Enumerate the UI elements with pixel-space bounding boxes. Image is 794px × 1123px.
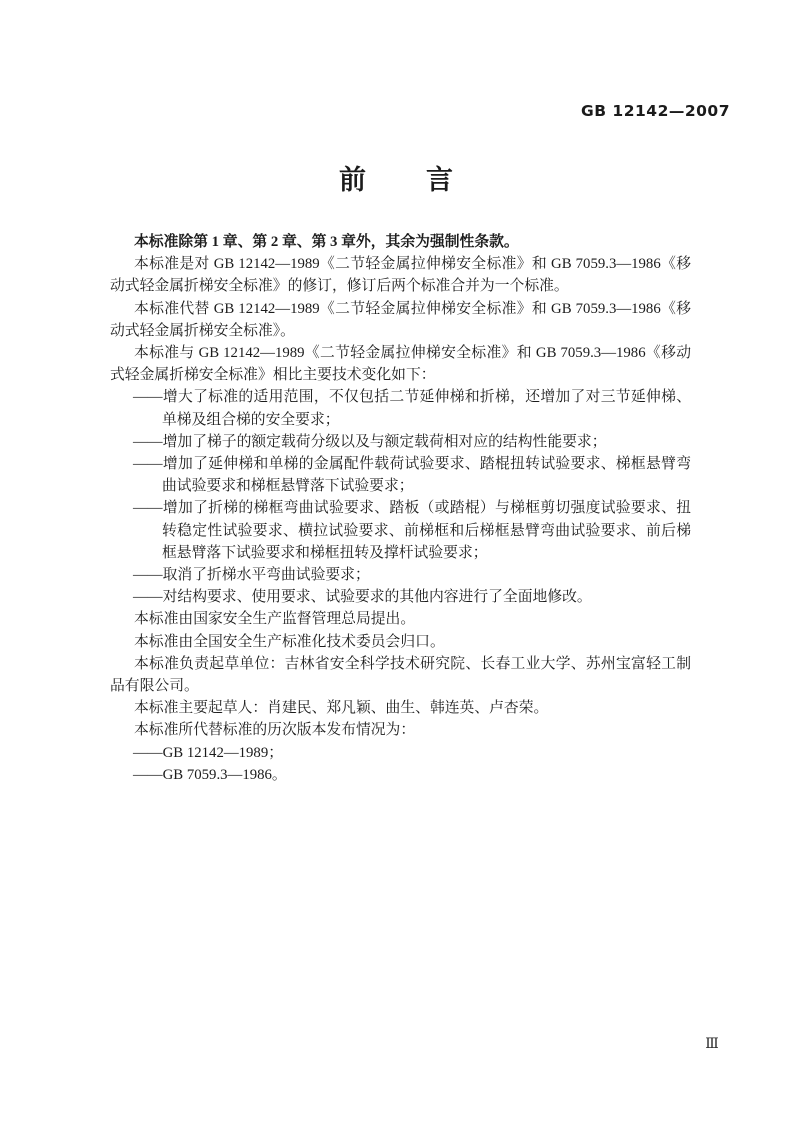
- foreword-body: [110, 231, 691, 786]
- history-item: ——GB 12142—1989；: [133, 744, 284, 761]
- compulsory-clause-note: 本标准除第 1 章、第 2 章、第 3 章外，其余为强制性条款。: [134, 234, 519, 250]
- standard-code: GB 12142—2007: [581, 102, 730, 120]
- main-drafters-note: 本标准主要起草人：肖建民、郑凡颖、曲生、韩连英、卢杏荣。: [134, 700, 549, 717]
- page-title: 前 言: [339, 165, 455, 195]
- change-item: ——对结构要求、使用要求、试验要求的其他内容进行了全面地修改。: [133, 589, 592, 606]
- change-item: ——增加了梯子的额定载荷分级以及与额定载荷相对应的结构性能要求；: [133, 433, 607, 450]
- centralized-by-note: 本标准由全国安全生产标准化技术委员会归口。: [134, 633, 445, 650]
- change-item: ——增加了折梯的梯框弯曲试验要求、踏板（或踏棍）与梯框剪切强度试验要求、扭转稳定性试验要求、横拉试验要求、前梯框和后梯框悬臂弯曲试验要求、前后梯框悬臂落下试验要求和梯框扭转及撑杆试验要求；: [133, 500, 691, 561]
- revision-note: 本标准是对 GB 12142—1989《二节轻金属拉伸梯安全标准》和 GB 7059.3—1986《移动式轻金属折梯安全标准》的修订，修订后两个标准合并为一个标准。: [110, 256, 691, 295]
- changes-intro: 本标准与 GB 12142—1989《二节轻金属拉伸梯安全标准》和 GB 7059.3—1986《移动式轻金属折梯安全标准》相比主要技术变化如下：: [110, 345, 691, 384]
- page-number: Ⅲ: [705, 1037, 719, 1052]
- replacement-note: 本标准代替 GB 12142—1989《二节轻金属拉伸梯安全标准》和 GB 7059.3—1986《移动式轻金属折梯安全标准》。: [110, 300, 691, 339]
- proposed-by-note: 本标准由国家安全生产监督管理总局提出。: [134, 611, 416, 628]
- change-item: ——增大了标准的适用范围，不仅包括二节延伸梯和折梯，还增加了对三节延伸梯、单梯及组合梯的安全要求；: [133, 389, 691, 428]
- change-item: ——取消了折梯水平弯曲试验要求；: [133, 567, 370, 584]
- history-intro: 本标准所代替标准的历次版本发布情况为：: [134, 722, 416, 739]
- drafting-organizations-note: 本标准负责起草单位：吉林省安全科学技术研究院、长春工业大学、苏州宝富轻工制品有限公司。: [110, 655, 691, 695]
- change-item: ——增加了延伸梯和单梯的金属配件载荷试验要求、踏棍扭转试验要求、梯框悬臂弯曲试验要求和梯框悬臂落下试验要求；: [133, 456, 691, 495]
- history-item: ——GB 7059.3—1986。: [133, 766, 287, 783]
